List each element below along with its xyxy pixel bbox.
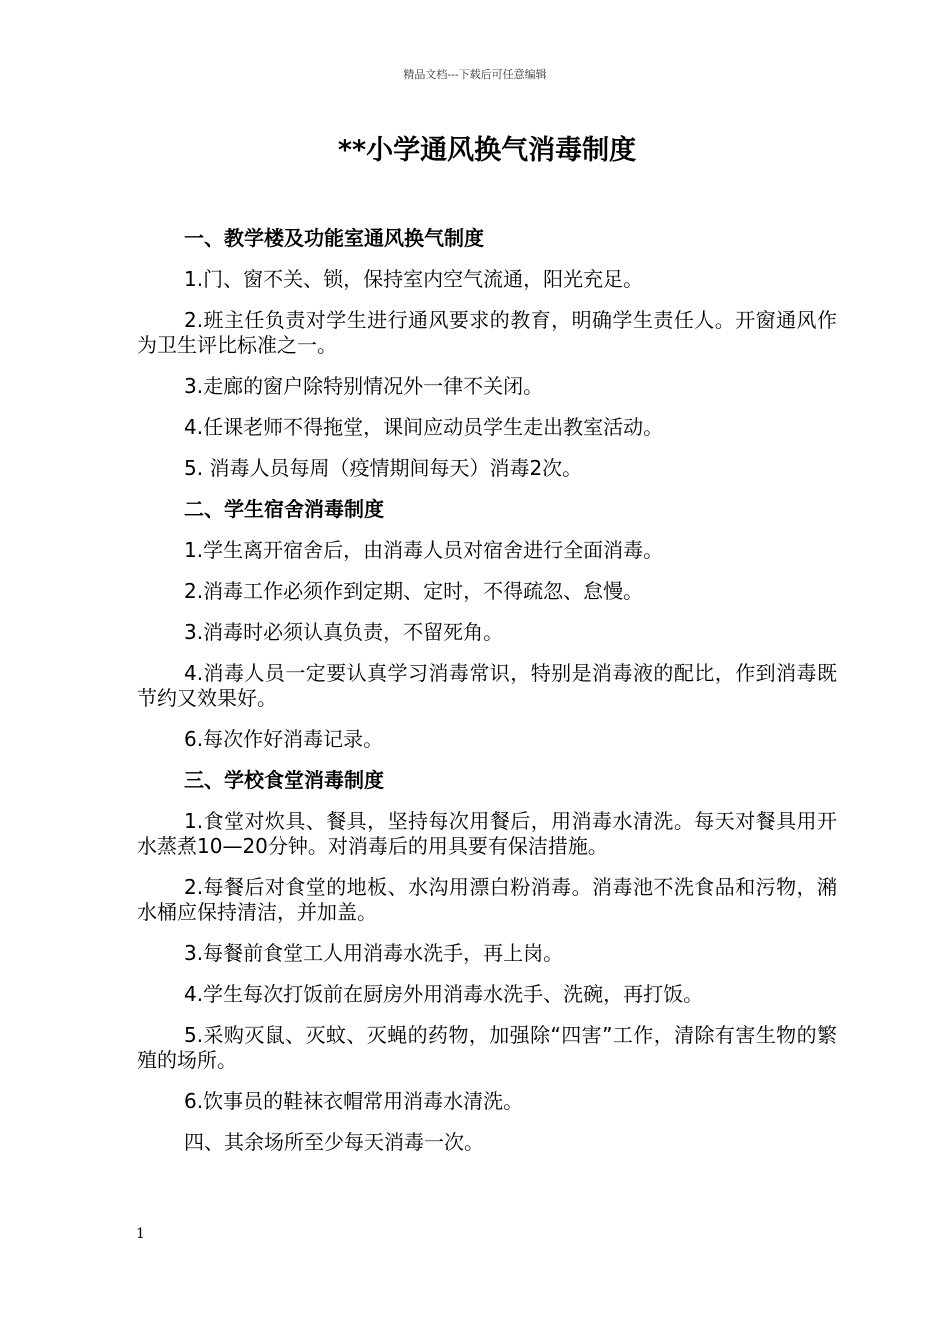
list-item: 1.食堂对炊具、餐具，坚持每次用餐后，用消毒水清洗。每天对餐具用开水蒸煮10—20分钟。对消毒后的用具要有保洁措施。 <box>137 809 837 858</box>
closing-statement: 四、其余场所至少每天消毒一次。 <box>184 1130 484 1154</box>
document-body <box>137 226 837 1171</box>
list-item: 3.走廊的窗户除特别情况外一律不关闭。 <box>184 374 544 398</box>
list-item: 6.饮事员的鞋袜衣帽常用消毒水清洗。 <box>184 1089 524 1113</box>
page-number: 1 <box>136 1226 145 1242</box>
section-heading: 一、教学楼及功能室通风换气制度 <box>184 226 484 250</box>
list-item: 4.消毒人员一定要认真学习消毒常识，特别是消毒液的配比，作到消毒既节约又效果好。 <box>137 661 837 710</box>
section-heading: 三、学校食堂消毒制度 <box>184 768 384 792</box>
list-item: 2.消毒工作必须作到定期、定时，不得疏忽、怠慢。 <box>184 579 644 603</box>
list-item: 3.每餐前食堂工人用消毒水洗手，再上岗。 <box>184 941 564 965</box>
page-header: 精品文档---下载后可任意编辑 <box>403 68 547 81</box>
document-title: **小学通风换气消毒制度 <box>337 135 637 166</box>
section-heading: 二、学生宿舍消毒制度 <box>184 497 384 521</box>
list-item: 1.门、窗不关、锁，保持室内空气流通，阳光充足。 <box>184 267 644 291</box>
list-item: 4.任课老师不得拖堂，课间应动员学生走出教室活动。 <box>184 415 664 439</box>
list-item: 2.每餐后对食堂的地板、水沟用漂白粉消毒。消毒池不洗食品和污物，潲水桶应保持清洁，并加盖。 <box>137 875 837 924</box>
list-item: 6.每次作好消毒记录。 <box>184 727 384 751</box>
list-item: 1.学生离开宿舍后，由消毒人员对宿舍进行全面消毒。 <box>184 538 664 562</box>
list-item: 3.消毒时必须认真负责，不留死角。 <box>184 620 504 644</box>
list-item: 5.采购灭鼠、灭蚊、灭蝇的药物，加强除“四害”工作，清除有害生物的繁殖的场所。 <box>137 1023 837 1072</box>
list-item: 5. 消毒人员每周（疫情期间每天）消毒2次。 <box>184 456 583 480</box>
list-item: 4.学生每次打饭前在厨房外用消毒水洗手、洗碗，再打饭。 <box>184 982 704 1006</box>
list-item: 2.班主任负责对学生进行通风要求的教育，明确学生责任人。开窗通风作为卫生评比标准之一。 <box>137 308 837 357</box>
